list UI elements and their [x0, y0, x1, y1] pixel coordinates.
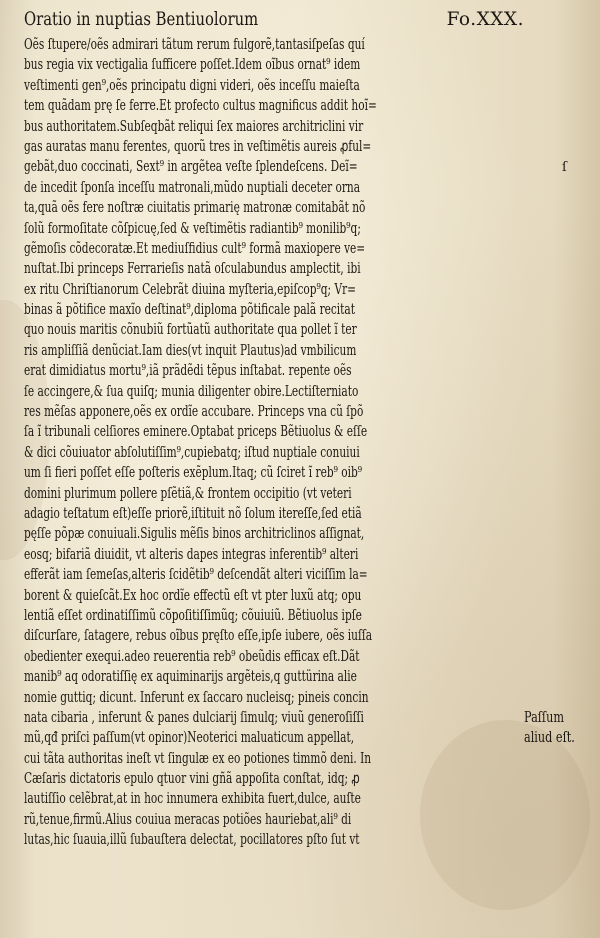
text-line: manib⁹ aq odoratiſſię ex aquiminarijs argẽteis,q guttürina alie — [24, 667, 357, 686]
running-title: Oratio in nuptias Bentiuolorum — [24, 9, 259, 30]
text-line: efferãt iam ſemeſas,alteris ſcidẽtib⁹ deſcendãt alteri viciſſim la= — [24, 565, 368, 584]
text-line: binas ã põtifice maxĩo deſtinat⁹,diploma põtificale palã recitat — [24, 300, 355, 319]
margin-note-line: aliud eſt. — [524, 728, 575, 746]
page-header — [24, 6, 524, 34]
text-line: pęſſe põpæ conuiuali.Sigulis mẽſis binos architriclinos aſſignat, — [24, 524, 365, 543]
text-line: Cæſaris dictatoris epulo qtuor vini gñã appoſita conſtat, idq; ꝓ — [24, 769, 360, 788]
text-line: Oẽs ſtupere/oẽs admirari tãtum rerum fulgorẽ,tantasiſpeſas quí — [24, 35, 365, 53]
text-line: cui tãta authoritas ineſt vt ſingulæ ex eo potiones timmõ deni. In — [24, 748, 372, 767]
text-line: nomie guttiq; dicunt. Inferunt ex ſaccaro nucleisq; pineis concin — [24, 687, 369, 706]
text-line: erat dimidiatus mortu⁹,iã prãdẽdi tẽpus inſtabat. repente oẽs — [24, 361, 352, 380]
text-line: gẽmoſis cõdecoratæ.Et mediuſfidius cult⁹ formã maxiopere ve= — [24, 238, 366, 257]
text-line: mũ,qđ priſci paſſum(vt opinor)Neoterici maluaticum appellat, — [24, 728, 355, 747]
text-line: quo nouis maritis cõnubiũ fortũatũ authoritate qua pollet ĩ ter — [24, 320, 357, 339]
text-line: gas auratas manu ferentes, quorũ tres in veſtimẽtis aureis ꝓful= — [24, 136, 372, 155]
text-line: nuſtat.Ibi princeps Ferrarieſis natã oſculabundus amplectit, ibi — [24, 259, 361, 278]
text-line: lutas,hic ſuauia,illũ ſubauſtera delectat, pocillatores pſto ſut vt — [24, 830, 360, 849]
body-text — [24, 34, 518, 850]
text-line: ex ritu Chriſtianorum Celebrãt diuina myſteria,epiſcop⁹q; Vr= — [24, 279, 357, 298]
text-line: res mẽſas apponere,oẽs ex ordĩe accubare. Princeps vna cũ ſpõ — [24, 402, 364, 421]
text-line: bus authoritatem.Subſeqbãt reliqui ſex maiores architriclini vir — [24, 116, 364, 135]
text-line: domini plurimum pollere pſẽtiã,& frontem occipitio (vt veteri — [24, 483, 352, 502]
text-line: um ſi fieri poſſet eſſe poſteris exẽplum.Itaq; cũ ſciret ĩ reb⁹ oib⁹ — [24, 463, 362, 482]
text-line: lentiã eſſet ordinatiſſimũ cõpoſitiſſimũq; cõuiuiũ. Bẽtiuolus ipſe — [24, 605, 362, 624]
text-line: ſa ĩ tribunali celſiores eminere.Optabat priceps Bẽtiuolus & eſſe — [24, 422, 368, 441]
text-line: gebãt,duo coccinati, Sext⁹ in argẽtea veſte ſplendeſcens. Deĩ= — [24, 157, 358, 176]
margin-mark: ſ — [562, 160, 567, 175]
text-line: diſcurſare, ſatagere, rebus oĩbus pręſto eſſe,ipſe iubere, oẽs iuſſa — [24, 626, 373, 645]
text-line: borent & quieſcãt.Ex hoc ordĩe effectũ eſt vt pter luxũ atq; opu — [24, 585, 362, 604]
text-line: eosq; bifariã diuidit, vt alteris dapes integras inferentib⁹ alteri — [24, 544, 359, 563]
folio-number: Fo.XXX. — [446, 9, 524, 30]
text-line: & dici cõuiuator abſolutiſſim⁹,cupiebatq; iſtud nuptiale conuiui — [24, 442, 360, 461]
text-line: ſolũ formoſitate cõſpicuę,ſed & veſtimẽtis radiantib⁹ monilib⁹q; — [24, 218, 361, 237]
text-line: ta,quã oẽs fere noſtræ ciuitatis primarię matronæ comitabãt nõ — [24, 198, 366, 217]
margin-note-line: Paſſum — [524, 708, 565, 726]
text-line: rũ,tenue,firmũ.Alius couiua meracas potiões hauriebat,ali⁹ di — [24, 809, 352, 828]
text-line: bus regia vix vectigalia ſufficere poſſet.Idem oĩbus ornat⁹ idem — [24, 55, 361, 74]
text-line: ſe accingere,& ſua quiſq; munia diligenter obire.Lectiſterniato — [24, 381, 359, 400]
text-line: lautiſſio celẽbrat,at in hoc innumera exhibita fuert,dulce, auſte — [24, 789, 361, 808]
text-line: de incedit ſponſa inceſſu matronali,mũdo nuptiali deceter orna — [24, 177, 361, 196]
text-line: tem quãdam prę ſe ferre.Et profecto cultus magnificus addit hoĩ= — [24, 96, 377, 115]
text-line: obedienter exequi.adeo reuerentia reb⁹ obeũdis efficax eſt.Dãt — [24, 646, 360, 665]
text-line: adagio teſtatum eſt)eſſe priorẽ,iſtituit nõ ſolum itereſſe,ſed etiã — [24, 503, 362, 522]
text-line: veſtimenti gen⁹,oẽs principatu digni videri, oẽs inceſſu maieſta — [24, 75, 360, 94]
text-line: nata cibaria , inferunt & panes dulciarij ſimulq; viuũ generoſiſſi — [24, 707, 364, 726]
text-line: ris ampliſſiã denũciat.Iam dies(vt inquit Plautus)ad vmbilicum — [24, 340, 357, 359]
